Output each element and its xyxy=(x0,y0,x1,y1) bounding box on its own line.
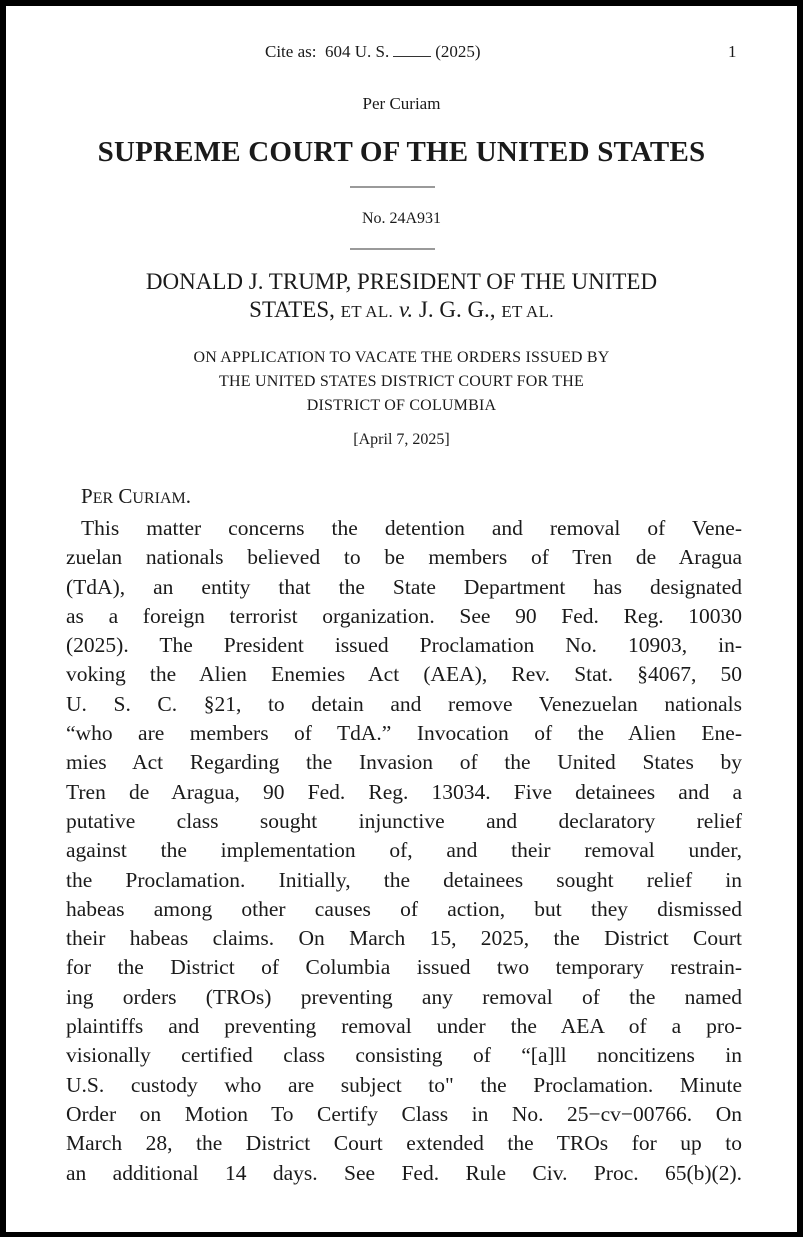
body-line: U.S. custody who are subject to" the Proclamation. Minute xyxy=(66,1072,742,1097)
body-line: putative class sought injunctive and declaratory relief xyxy=(66,808,742,833)
body-line: for the District of Columbia issued two temporary restrain- xyxy=(66,955,742,980)
body-line: ing orders (TROs) preventing any removal of the named xyxy=(66,984,742,1009)
body-line: mies Act Regarding the Invasion of the United States by xyxy=(66,750,742,775)
body-line: Tren de Aragua, 90 Fed. Reg. 13034. Five detainees and a xyxy=(66,779,742,804)
body-line: habeas among other causes of action, but they dismissed xyxy=(66,896,742,921)
divider-rule xyxy=(350,248,435,250)
body-line: the Proclamation. Initially, the detainees sought relief in xyxy=(66,867,742,892)
caption-line-1: DONALD J. TRUMP, PRESIDENT OF THE UNITED xyxy=(145,269,658,294)
application-line: DISTRICT OF COLUMBIA xyxy=(306,397,497,414)
body-line: their habeas claims. On March 15, 2025, the District Court xyxy=(66,926,742,951)
cite-prefix: Cite as: 604 U. S. xyxy=(265,42,390,61)
author-letter: P xyxy=(81,484,93,508)
body-line: as a foreign terrorist organization. See 90 Fed. Reg. 10030 xyxy=(66,603,742,628)
body-line: This matter concerns the detention and removal of Vene- xyxy=(81,516,742,540)
body-line: (2025). The President issued Proclamation No. 10903, in- xyxy=(66,633,742,658)
author-letters: ER xyxy=(92,490,114,507)
body-line: an additional 14 days. See Fed. Rule Civ. Proc. 65(b)(2). xyxy=(66,1160,742,1185)
cite-year: (2025) xyxy=(435,42,481,61)
body-line: U. S. C. §21, to detain and remove Venezuelan nationals xyxy=(66,691,742,716)
author-letter: C xyxy=(113,484,133,508)
case-caption xyxy=(6,268,797,326)
body-line: voking the Alien Enemies Act (AEA), Rev. Stat. §4067, 50 xyxy=(66,662,742,687)
body-line: plaintiffs and preventing removal under the AEA of a pro- xyxy=(66,1014,742,1039)
court-title: SUPREME COURT OF THE UNITED STATES xyxy=(97,136,706,168)
application-line: ON APPLICATION TO VACATE THE ORDERS ISSUED BY xyxy=(193,349,610,366)
citation xyxy=(265,42,481,62)
section-label: Per Curiam xyxy=(362,94,441,113)
document-page xyxy=(6,6,797,1232)
caption-party-1: STATES, xyxy=(249,297,335,322)
application-line: THE UNITED STATES DISTRICT COURT FOR THE xyxy=(219,373,584,390)
docket-number: No. 24A931 xyxy=(361,210,442,227)
caption-line-2 xyxy=(6,296,797,326)
author-letters: URIAM xyxy=(132,490,186,507)
opinion-body xyxy=(66,514,742,1188)
decision-date: [April 7, 2025] xyxy=(353,431,450,448)
author-period: . xyxy=(185,484,191,508)
divider-rule xyxy=(350,186,435,188)
body-line: March 28, the District Court extended the TROs for up to xyxy=(66,1131,742,1156)
versus: v. xyxy=(398,297,414,322)
page-number: 1 xyxy=(728,42,737,61)
citation-blank xyxy=(393,56,431,57)
body-line: Order on Motion To Certify Class in No. 25−cv−00766. On xyxy=(66,1101,742,1126)
caption-party-2: J. G. G., xyxy=(418,297,496,322)
et-al: ET AL. xyxy=(340,302,394,321)
body-line: against the implementation of, and their removal under, xyxy=(66,838,742,863)
body-line: zuelan nationals believed to be members of Tren de Aragua xyxy=(66,545,742,570)
application-heading xyxy=(6,346,797,418)
body-line: (TdA), an entity that the State Department has designated xyxy=(66,574,742,599)
body-line: “who are members of TdA.” Invocation of the Alien Ene- xyxy=(66,721,742,746)
opinion-author xyxy=(81,484,191,509)
body-line: visionally certified class consisting of “[a]ll noncitizens in xyxy=(66,1043,742,1068)
et-al: ET AL. xyxy=(501,302,554,321)
